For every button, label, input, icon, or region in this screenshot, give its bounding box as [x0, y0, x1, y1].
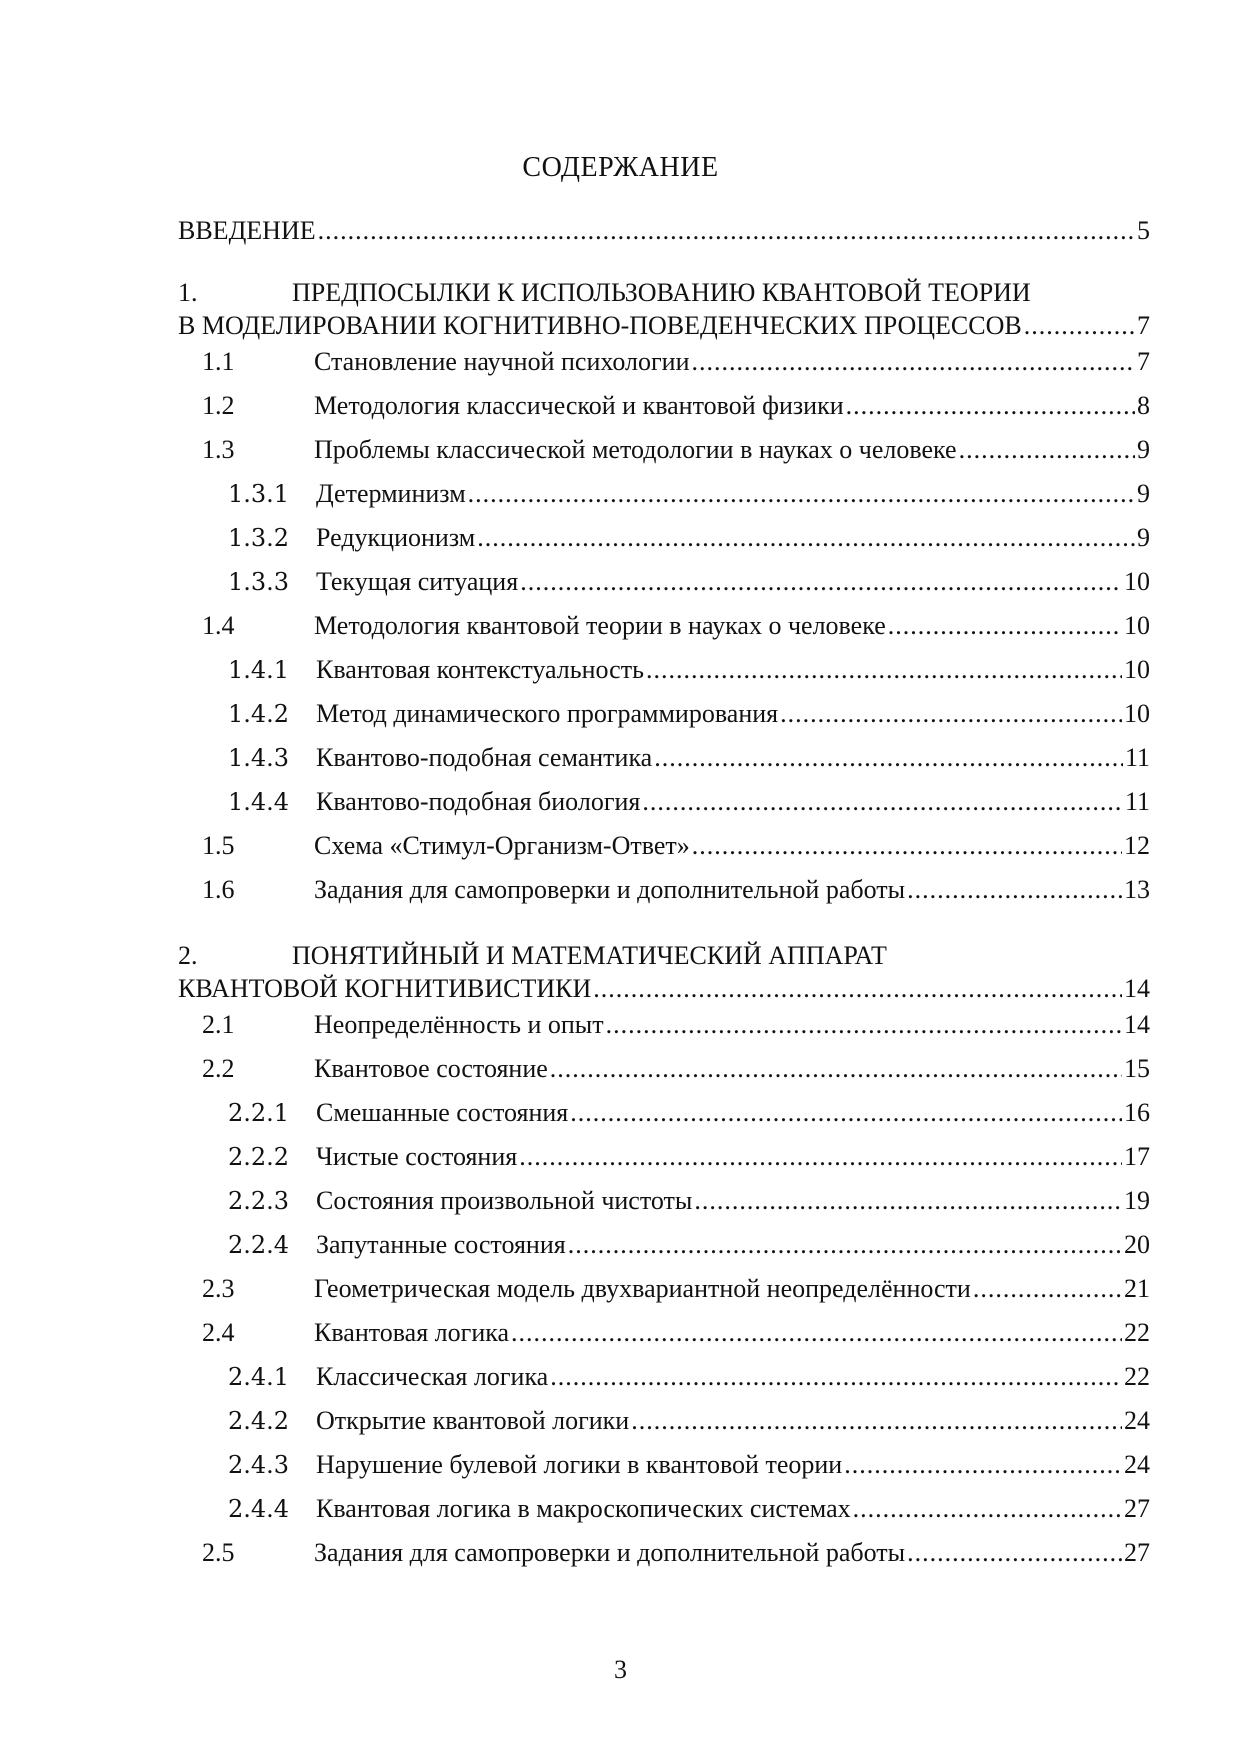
toc-entry-number: 1.3.3	[228, 568, 290, 596]
toc-entry-text: Методология квантовой теории в науках о человеке	[314, 611, 886, 640]
toc-entry-text: Методология классической и квантовой физики	[314, 391, 844, 420]
leader-dots	[606, 1010, 1122, 1040]
toc-entry-page: 10	[1124, 655, 1150, 684]
toc-entry-number: 2.2.3	[228, 1187, 290, 1215]
leader-dots	[844, 1450, 1122, 1480]
toc-entry-page: 21	[1124, 1274, 1150, 1303]
toc-entry-page: 9	[1137, 523, 1150, 552]
leader-dots	[568, 1230, 1122, 1260]
toc-entry[interactable]	[178, 1098, 1150, 1142]
leader-dots	[888, 611, 1122, 641]
toc-entry-text: Чистые состояния	[316, 1142, 518, 1171]
leader-dots	[780, 699, 1122, 729]
toc-entry-intro[interactable]	[178, 216, 1150, 260]
toc-entry-number: 1.4.2	[228, 700, 290, 728]
toc-entry[interactable]	[178, 435, 1150, 479]
toc-entry-text: Квантовая логика в макроскопических системах	[316, 1494, 851, 1523]
toc-entry[interactable]	[178, 523, 1150, 567]
toc-entry-number: 1.3.1	[228, 480, 290, 508]
chapter-page: 7	[1137, 311, 1150, 340]
leader-dots	[694, 1186, 1122, 1216]
toc-chapter-2[interactable]	[178, 941, 1150, 1010]
toc-entry-page: 27	[1124, 1538, 1150, 1567]
leader-dots	[692, 831, 1122, 861]
toc-entry-text: Редукционизм	[316, 523, 476, 552]
toc-entry-text: Геометрическая модель двухвариантной неопределённости	[314, 1274, 971, 1303]
toc-entry[interactable]	[178, 1494, 1150, 1538]
toc-entry-page: 10	[1124, 699, 1150, 728]
toc-entry-number: 2.2.1	[228, 1099, 290, 1127]
toc-entry-text: Квантовое состояние	[314, 1054, 548, 1083]
leader-dots	[853, 1494, 1122, 1524]
toc-entry[interactable]	[178, 655, 1150, 699]
chapter-page: 14	[1124, 974, 1150, 1003]
toc-entry-text: Неопределённость и опыт	[314, 1010, 604, 1039]
toc-chapter-1[interactable]	[178, 278, 1150, 347]
chapter-title-line2: КВАНТОВОЙ КОГНИТИВИСТИКИ	[178, 974, 592, 1003]
toc-entry-number: 2.3	[202, 1274, 235, 1303]
toc-entry-text: Становление научной психологии	[314, 347, 690, 376]
toc-entry-number: 1.1	[202, 347, 235, 376]
toc-entry[interactable]	[178, 875, 1150, 919]
toc-entry[interactable]	[178, 1010, 1150, 1054]
toc-entry-page: 11	[1124, 743, 1150, 772]
toc-entry[interactable]	[178, 1362, 1150, 1406]
toc-entry-number: 2.4.4	[228, 1495, 290, 1523]
toc-entry[interactable]	[178, 1186, 1150, 1230]
toc-entry[interactable]	[178, 1230, 1150, 1274]
toc-entry-text: Состояния произвольной чистоты	[316, 1186, 693, 1215]
toc-entry-text: Квантовая контекстуальность	[316, 655, 644, 684]
toc-entry-text: Открытие квантовой логики	[316, 1406, 630, 1435]
toc-entry-text: ВВЕДЕНИЕ	[178, 216, 316, 245]
toc-entry-page: 15	[1124, 1054, 1150, 1083]
leader-dots	[550, 1362, 1122, 1392]
toc-entry-number: 1.5	[202, 831, 235, 860]
toc-entry-page: 14	[1124, 1010, 1150, 1039]
toc-entry-page: 27	[1124, 1494, 1150, 1523]
chapter-number: 2.	[178, 941, 198, 970]
toc-entry[interactable]	[178, 1274, 1150, 1318]
toc-entry-number: 2.2.2	[228, 1143, 290, 1171]
toc-entry-page: 22	[1124, 1362, 1150, 1391]
chapter-title-line1: ПРЕДПОСЫЛКИ К ИСПОЛЬЗОВАНИЮ КВАНТОВОЙ ТЕОРИИ	[292, 278, 1031, 307]
toc-entry[interactable]	[178, 1406, 1150, 1450]
chapter-title-line2: В МОДЕЛИРОВАНИИ КОГНИТИВНО-ПОВЕДЕНЧЕСКИХ ПРОЦЕССОВ	[178, 311, 1022, 340]
toc-entry-number: 2.2	[202, 1054, 235, 1083]
toc-entry[interactable]	[178, 1054, 1150, 1098]
table-of-contents	[178, 216, 1150, 1582]
toc-entry-text: Задания для самопроверки и дополнительной работы	[314, 875, 906, 904]
toc-entry-number: 1.4.1	[228, 656, 290, 684]
toc-entry-text: Квантово-подобная биология	[316, 787, 641, 816]
leader-dots	[318, 216, 1135, 246]
toc-entry[interactable]	[178, 347, 1150, 391]
leader-dots	[593, 974, 1122, 1004]
toc-entry-page: 19	[1124, 1186, 1150, 1215]
leader-dots	[907, 1538, 1122, 1568]
leader-dots	[959, 435, 1135, 465]
toc-entry-page: 24	[1124, 1406, 1150, 1435]
toc-entry-text: Нарушение булевой логики в квантовой теории	[316, 1450, 843, 1479]
toc-entry-page: 13	[1124, 875, 1150, 904]
toc-entry-text: Запутанные состояния	[316, 1230, 566, 1259]
toc-entry[interactable]	[178, 787, 1150, 831]
toc-entry-page: 5	[1137, 216, 1150, 245]
toc-entry-text: Задания для самопроверки и дополнительной работы	[314, 1538, 906, 1567]
toc-entry-number: 1.4.3	[228, 744, 290, 772]
toc-entry[interactable]	[178, 1318, 1150, 1362]
toc-entry[interactable]	[178, 391, 1150, 435]
leader-dots	[519, 1142, 1122, 1172]
toc-entry-text: Проблемы классической методологии в науках о человеке	[314, 435, 957, 464]
leader-dots	[642, 787, 1123, 817]
toc-entry-number: 1.3.2	[228, 524, 290, 552]
toc-entry[interactable]	[178, 1538, 1150, 1582]
leader-dots	[468, 479, 1135, 509]
toc-entry-number: 2.4.3	[228, 1451, 290, 1479]
toc-entry-page: 22	[1124, 1318, 1150, 1347]
leader-dots	[692, 347, 1136, 377]
toc-entry-number: 2.2.4	[228, 1231, 290, 1259]
toc-entry-page: 17	[1124, 1142, 1150, 1171]
leader-dots	[973, 1274, 1122, 1304]
leader-dots	[550, 1054, 1122, 1084]
leader-dots	[907, 875, 1122, 905]
toc-entry-page: 24	[1124, 1450, 1150, 1479]
leader-dots	[631, 1406, 1122, 1436]
toc-entry-text: Классическая логика	[316, 1362, 549, 1391]
leader-dots	[511, 1318, 1122, 1348]
page-title: СОДЕРЖАНИЕ	[522, 152, 719, 183]
leader-dots	[654, 743, 1123, 773]
toc-entry-text: Смешанные состояния	[316, 1098, 569, 1127]
toc-entry-number: 1.6	[202, 875, 235, 904]
toc-entry-page: 9	[1137, 479, 1150, 508]
toc-entry-number: 2.4.2	[228, 1407, 290, 1435]
toc-entry-text: Квантовая логика	[314, 1318, 510, 1347]
toc-entry[interactable]	[178, 1450, 1150, 1494]
toc-entry-number: 1.4	[202, 611, 235, 640]
toc-entry-text: Квантово-подобная семантика	[316, 743, 653, 772]
toc-entry-page: 8	[1137, 391, 1150, 420]
toc-entry[interactable]	[178, 479, 1150, 523]
toc-entry[interactable]	[178, 611, 1150, 655]
toc-entry-text: Текущая ситуация	[316, 567, 519, 596]
page-number: 3	[614, 1655, 627, 1684]
toc-entry-number: 1.3	[202, 435, 235, 464]
leader-dots	[477, 523, 1135, 553]
toc-entry[interactable]	[178, 1142, 1150, 1186]
toc-entry-page: 9	[1137, 435, 1150, 464]
toc-entry-number: 2.1	[202, 1010, 235, 1039]
chapter-title-line1: ПОНЯТИЙНЫЙ И МАТЕМАТИЧЕСКИЙ АППАРАТ	[292, 941, 887, 970]
toc-entry-text: Детерминизм	[316, 479, 466, 508]
toc-entry-number: 2.4	[202, 1318, 235, 1347]
toc-entry-number: 1.4.4	[228, 788, 290, 816]
toc-entry-page: 10	[1124, 567, 1150, 596]
leader-dots	[646, 655, 1122, 685]
toc-entry-page: 7	[1137, 347, 1150, 376]
toc-entry-text: Метод динамического программирования	[316, 699, 779, 728]
toc-entry[interactable]	[178, 831, 1150, 875]
toc-entry[interactable]	[178, 699, 1150, 743]
toc-entry-page: 10	[1124, 611, 1150, 640]
toc-entry[interactable]	[178, 743, 1150, 787]
toc-entry-page: 20	[1124, 1230, 1150, 1259]
toc-entry-text: Схема «Стимул-Организм-Ответ»	[314, 831, 690, 860]
leader-dots	[846, 391, 1135, 421]
leader-dots	[570, 1098, 1122, 1128]
toc-entry-page: 16	[1124, 1098, 1150, 1127]
leader-dots	[520, 567, 1122, 597]
toc-entry-number: 1.2	[202, 391, 235, 420]
toc-entry-page: 11	[1124, 787, 1150, 816]
toc-entry[interactable]	[178, 567, 1150, 611]
toc-entry-number: 2.4.1	[228, 1363, 290, 1391]
toc-entry-number: 2.5	[202, 1538, 235, 1567]
leader-dots	[1024, 311, 1135, 341]
toc-entry-page: 12	[1124, 831, 1150, 860]
chapter-number: 1.	[178, 278, 198, 307]
